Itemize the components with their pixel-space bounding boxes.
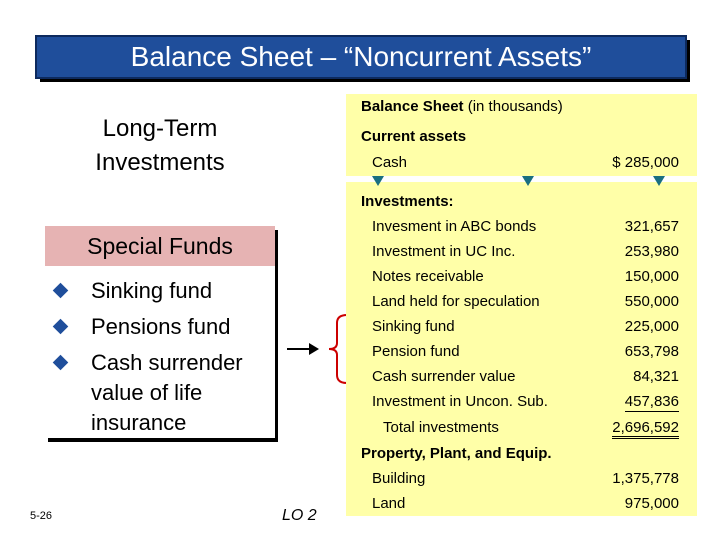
- bullet-text: Sinking fund: [91, 278, 213, 303]
- ppe-heading: Property, Plant, and Equip.: [361, 445, 552, 462]
- diamond-bullet-icon: [53, 355, 69, 371]
- investments-heading: Investments:: [361, 193, 454, 210]
- balance-sheet: [346, 94, 697, 516]
- long-term-line-2: Investments: [95, 149, 225, 176]
- investment-label: Notes receivable: [372, 268, 484, 285]
- ppe-label: Land: [372, 495, 406, 512]
- total-investments-value: 2,696,592: [612, 419, 679, 439]
- arrow-right-icon: [309, 343, 319, 355]
- header-bold: Balance Sheet: [361, 98, 464, 115]
- special-funds-header: Special Funds: [45, 226, 275, 266]
- arrow-shaft: [287, 348, 311, 350]
- ppe-value: 975,000: [624, 495, 679, 512]
- marker-triangle-icon: [653, 176, 665, 186]
- investment-label: Land held for speculation: [372, 293, 540, 310]
- list-item: [53, 276, 275, 306]
- long-term-investments-label: [75, 112, 245, 180]
- investment-label: Sinking fund: [372, 318, 455, 335]
- investment-value: 457,836: [624, 393, 679, 410]
- bullet-text: Cash surrender value of life insurance: [91, 350, 243, 435]
- investment-label: Investment in UC Inc.: [372, 243, 516, 260]
- long-term-line-1: Long-Term: [102, 115, 218, 142]
- total-investments-label: Total investments: [383, 419, 499, 436]
- list-item: [53, 312, 275, 342]
- ppe-value: 1,375,778: [612, 470, 679, 487]
- investment-label: Cash surrender value: [372, 368, 516, 385]
- investment-value: 550,000: [624, 293, 679, 310]
- investment-value: 150,000: [624, 268, 679, 285]
- special-funds-panel: [45, 226, 275, 438]
- diamond-bullet-icon: [53, 319, 69, 335]
- diamond-bullet-icon: [53, 283, 69, 299]
- investment-label: Pension fund: [372, 343, 460, 360]
- learning-objective: LO 2: [282, 507, 317, 524]
- investment-label: Invesment in ABC bonds: [372, 218, 537, 235]
- slide-title: Balance Sheet – “Noncurrent Assets”: [35, 35, 687, 79]
- marker-triangle-icon: [372, 176, 384, 186]
- slide-number: 5-26: [30, 510, 53, 522]
- cash-label: Cash: [372, 154, 408, 171]
- balance-sheet-header: [361, 98, 563, 115]
- investment-value: 253,980: [624, 243, 679, 260]
- current-assets-heading: Current assets: [361, 128, 467, 145]
- list-item: [53, 348, 275, 438]
- investment-value: 225,000: [624, 318, 679, 335]
- investment-label: Investment in Uncon. Sub.: [372, 393, 548, 410]
- special-funds-list: [53, 276, 275, 438]
- investment-value: 321,657: [624, 218, 679, 235]
- investment-value: 653,798: [624, 343, 679, 360]
- header-note: (in thousands): [467, 98, 563, 115]
- bullet-text: Pensions fund: [91, 314, 231, 339]
- investment-value: 84,321: [633, 368, 679, 385]
- marker-triangle-icon: [522, 176, 534, 186]
- cash-value: $ 285,000: [612, 154, 679, 171]
- ppe-label: Building: [372, 470, 426, 487]
